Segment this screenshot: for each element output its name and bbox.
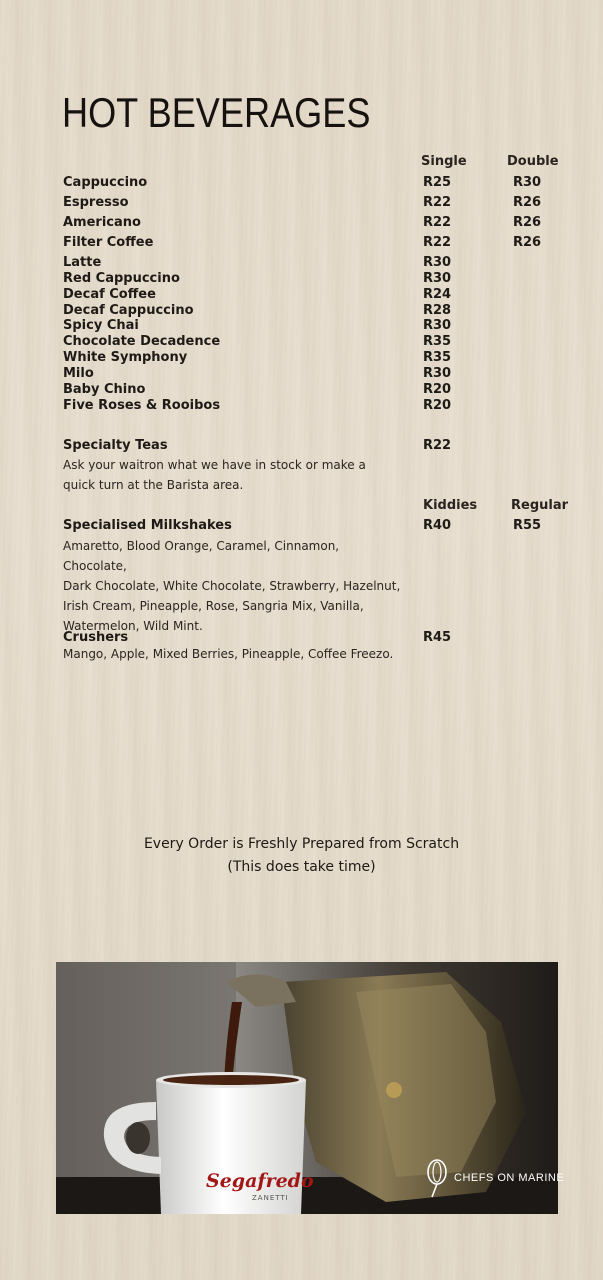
item-price-single: R30 (423, 271, 452, 286)
column-header-double: Double (507, 154, 559, 169)
description-line: quick turn at the Barista area. (63, 478, 244, 492)
item-name: Specialised Milkshakes (63, 518, 232, 533)
menu-item (0, 175, 603, 191)
item-name: Filter Coffee (63, 235, 154, 250)
item-price-single: R30 (423, 255, 452, 270)
menu-item (0, 287, 603, 303)
cup-brand-sub: ZANETTI (252, 1194, 289, 1202)
item-name: Baby Chino (63, 382, 146, 397)
cup-brand-logo: Segafredo (206, 1170, 314, 1192)
item-price-single: R35 (423, 350, 452, 365)
item-price-single: R24 (423, 287, 452, 302)
description-line: Irish Cream, Pineapple, Rose, Sangria Mix, Vanilla, (63, 599, 364, 613)
item-price-double: R26 (513, 195, 542, 210)
whisk-icon (424, 1158, 450, 1198)
page-title: HOT BEVERAGES (62, 89, 371, 136)
logo-text: CHEFS ON MARINE (454, 1172, 565, 1184)
item-price-single: R20 (423, 382, 452, 397)
item-name: Decaf Cappuccino (63, 303, 194, 318)
menu-item-crushers (0, 630, 603, 646)
item-price-double: R30 (513, 175, 542, 190)
menu-item (0, 215, 603, 231)
item-price-single: R22 (423, 235, 452, 250)
item-name: Decaf Coffee (63, 287, 156, 302)
chefs-on-marine-logo (424, 1158, 564, 1198)
item-name: Crushers (63, 630, 129, 645)
item-price-single: R22 (423, 215, 452, 230)
item-name: White Symphony (63, 350, 188, 365)
milkshake-flavours (63, 536, 403, 636)
menu-item (0, 303, 603, 319)
column-header-regular: Regular (511, 498, 569, 513)
item-price: R22 (423, 438, 452, 453)
item-name: Latte (63, 255, 102, 270)
description-line: Ask your waitron what we have in stock or make a (63, 458, 366, 472)
menu-item (0, 318, 603, 334)
specialty-teas-description (63, 455, 393, 495)
menu-item-milkshakes (0, 518, 603, 534)
menu-item (0, 366, 603, 382)
menu-item (0, 235, 603, 251)
item-name: Specialty Teas (63, 438, 168, 453)
item-price-regular: R55 (513, 518, 542, 533)
menu-item (0, 382, 603, 398)
column-header-single: Single (421, 154, 467, 169)
item-name: Cappuccino (63, 175, 148, 190)
item-price-double: R26 (513, 215, 542, 230)
item-price-single: R30 (423, 318, 452, 333)
item-price-single: R22 (423, 195, 452, 210)
menu-item (0, 271, 603, 287)
footer-note-line2: (This does take time) (227, 859, 376, 875)
item-price-single: R35 (423, 334, 452, 349)
item-name: Chocolate Decadence (63, 334, 221, 349)
column-header-kiddies: Kiddies (423, 498, 478, 513)
item-name: Spicy Chai (63, 318, 139, 333)
crushers-description: Mango, Apple, Mixed Berries, Pineapple, Coffee Freezo. (63, 647, 394, 661)
item-price-single: R20 (423, 398, 452, 413)
item-price-single: R25 (423, 175, 452, 190)
item-price: R45 (423, 630, 452, 645)
item-price-kiddies: R40 (423, 518, 452, 533)
menu-item (0, 334, 603, 350)
menu-item (0, 398, 603, 414)
menu-item-specialty-teas (0, 438, 603, 454)
item-name: Americano (63, 215, 141, 230)
item-price-single: R30 (423, 366, 452, 381)
item-name: Five Roses & Rooibos (63, 398, 221, 413)
item-name: Red Cappuccino (63, 271, 180, 286)
description-line: Amaretto, Blood Orange, Caramel, Cinnamon, Chocolate, (63, 539, 340, 573)
description-line: Dark Chocolate, White Chocolate, Strawberry, Hazelnut, (63, 579, 401, 593)
item-name: Espresso (63, 195, 129, 210)
footer-note-line1: Every Order is Freshly Prepared from Scratch (143, 836, 460, 852)
item-price-double: R26 (513, 235, 542, 250)
menu-item (0, 350, 603, 366)
item-name: Milo (63, 366, 94, 381)
menu-item (0, 255, 603, 271)
menu-item (0, 195, 603, 211)
description-line: Watermelon, Wild Mint. (63, 619, 203, 633)
item-price-single: R28 (423, 303, 452, 318)
